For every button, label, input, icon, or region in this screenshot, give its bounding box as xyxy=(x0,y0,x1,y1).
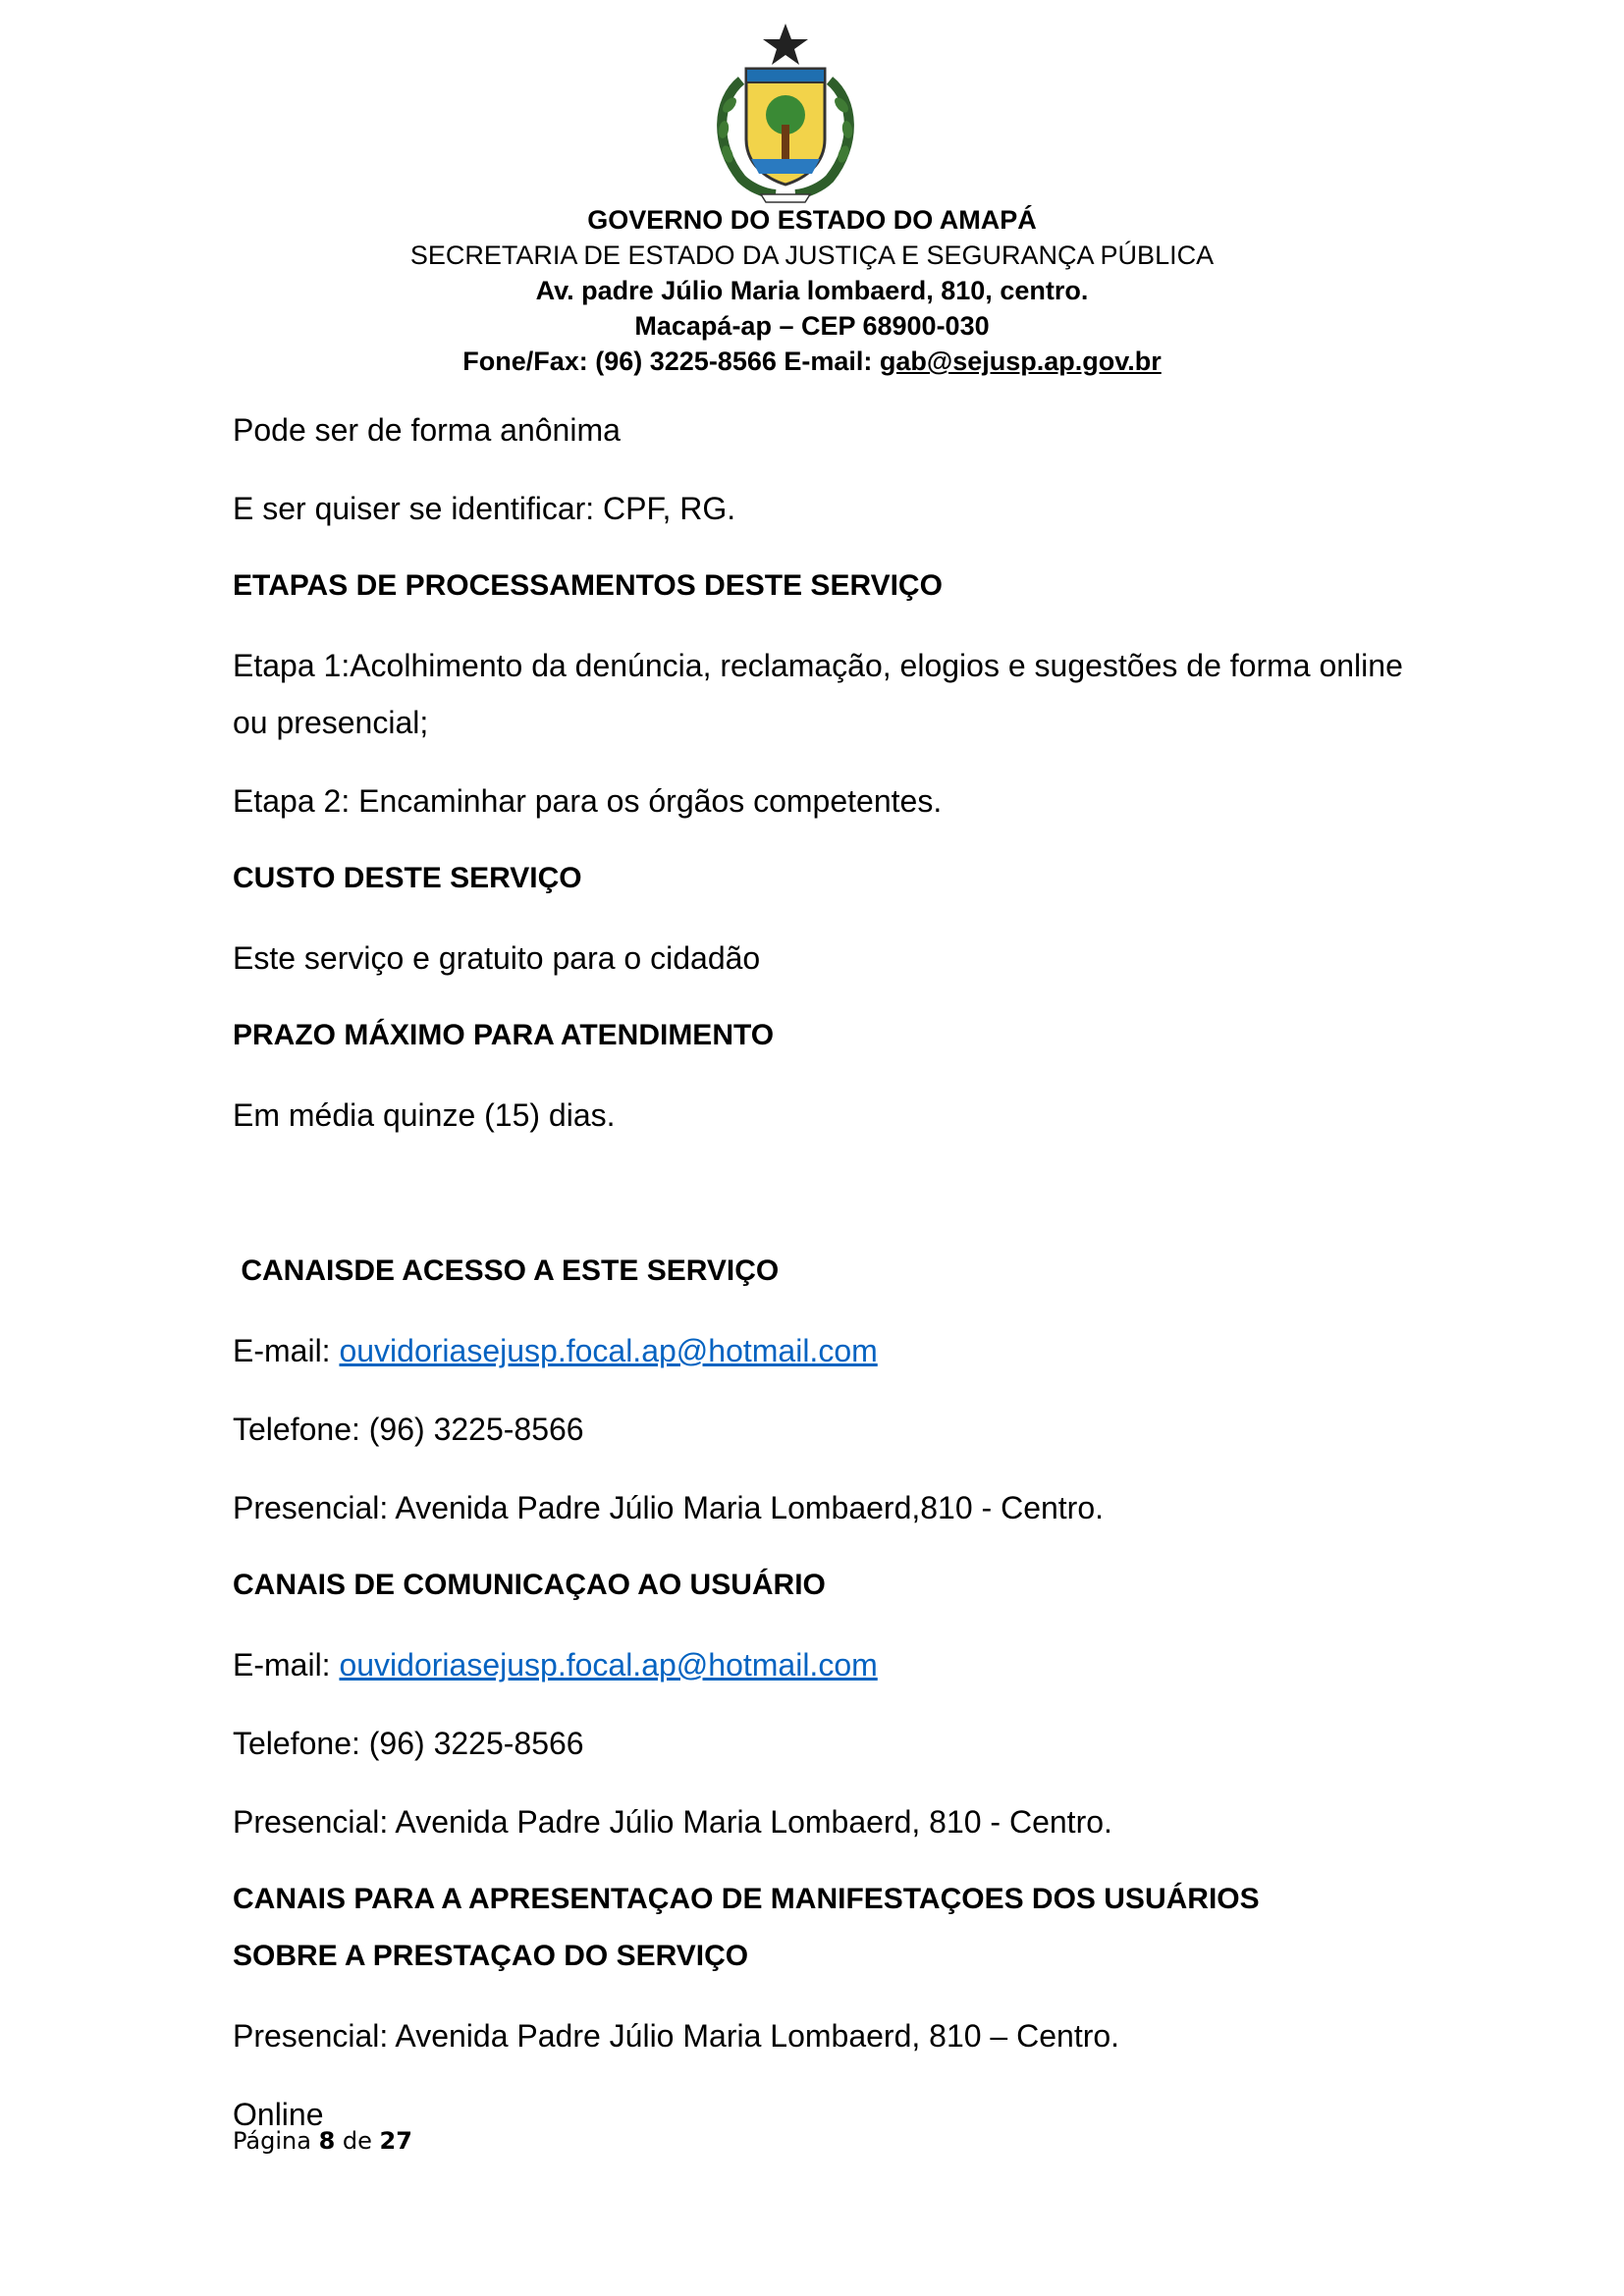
communication-email-link[interactable]: ouvidoriasejusp.focal.ap@hotmail.com xyxy=(339,1647,878,1682)
heading-processing-steps: ETAPAS DE PROCESSAMENTOS DESTE SERVIÇO xyxy=(233,569,943,602)
paragraph-deadline: Em média quinze (15) dias. xyxy=(233,1097,616,1133)
state-coat-of-arms xyxy=(702,22,869,203)
manifestation-online: Online xyxy=(233,2097,324,2132)
header-email-link[interactable]: gab@sejusp.ap.gov.br xyxy=(879,347,1162,376)
email-label: E-mail: xyxy=(233,1647,340,1682)
heading-access-channels: CANAISDE ACESSO A ESTE SERVIÇO xyxy=(233,1255,780,1287)
paragraph-identification: E ser quiser se identificar: CPF, RG. xyxy=(233,491,736,526)
communication-email-line xyxy=(233,1647,878,1683)
letterhead xyxy=(0,202,1624,379)
page-total: 27 xyxy=(379,2127,412,2155)
access-email-link[interactable]: ouvidoriasejusp.focal.ap@hotmail.com xyxy=(339,1333,878,1368)
page-label: Página xyxy=(233,2127,311,2155)
page-footer xyxy=(233,2127,412,2155)
page-of-label: de xyxy=(342,2127,372,2155)
secretariat-name: SECRETARIA DE ESTADO DA JUSTIÇA E SEGURANÇA PÚBLICA xyxy=(409,240,1215,270)
government-title: GOVERNO DO ESTADO DO AMAPÁ xyxy=(587,205,1037,235)
access-phone: Telefone: (96) 3225-8566 xyxy=(233,1412,584,1447)
contact-line xyxy=(0,344,1624,379)
step-2: Etapa 2: Encaminhar para os órgãos competentes. xyxy=(233,783,943,819)
access-email-line xyxy=(233,1333,878,1369)
communication-phone: Telefone: (96) 3225-8566 xyxy=(233,1726,584,1761)
step-1-line-b: ou presencial; xyxy=(233,705,429,740)
step-1-text: Acolhimento da denúncia, reclamação, elogios e sugestões de forma online xyxy=(350,648,1403,683)
page-number: 8 xyxy=(318,2127,336,2155)
step-1-line-a xyxy=(233,648,1403,684)
heading-manifestation-channels-b: SOBRE A PRESTAÇAO DO SERVIÇO xyxy=(233,1940,749,1972)
contact-phone: Fone/Fax: (96) 3225-8566 E-mail: xyxy=(462,347,880,376)
address-line: Av. padre Júlio Maria lombaerd, 810, centro. xyxy=(535,276,1089,305)
paragraph-cost: Este serviço e gratuito para o cidadão xyxy=(233,940,761,976)
heading-deadline: PRAZO MÁXIMO PARA ATENDIMENTO xyxy=(233,1019,775,1051)
communication-presencial: Presencial: Avenida Padre Júlio Maria Lombaerd, 810 - Centro. xyxy=(233,1804,1112,1840)
heading-user-communication: CANAIS DE COMUNICAÇAO AO USUÁRIO xyxy=(233,1569,826,1601)
paragraph-anonymous: Pode ser de forma anônima xyxy=(233,412,621,448)
step-1-label: Etapa 1: xyxy=(233,648,351,683)
manifestation-presencial: Presencial: Avenida Padre Júlio Maria Lombaerd, 810 – Centro. xyxy=(233,2018,1120,2054)
heading-cost: CUSTO DESTE SERVIÇO xyxy=(233,862,582,894)
heading-manifestation-channels-a: CANAIS PARA A APRESENTAÇAO DE MANIFESTAÇOES DOS USUÁRIOS xyxy=(233,1883,1260,1915)
email-label: E-mail: xyxy=(233,1333,340,1368)
city-cep-line: Macapá-ap – CEP 68900-030 xyxy=(634,311,990,341)
access-presencial: Presencial: Avenida Padre Júlio Maria Lombaerd,810 - Centro. xyxy=(233,1490,1105,1525)
